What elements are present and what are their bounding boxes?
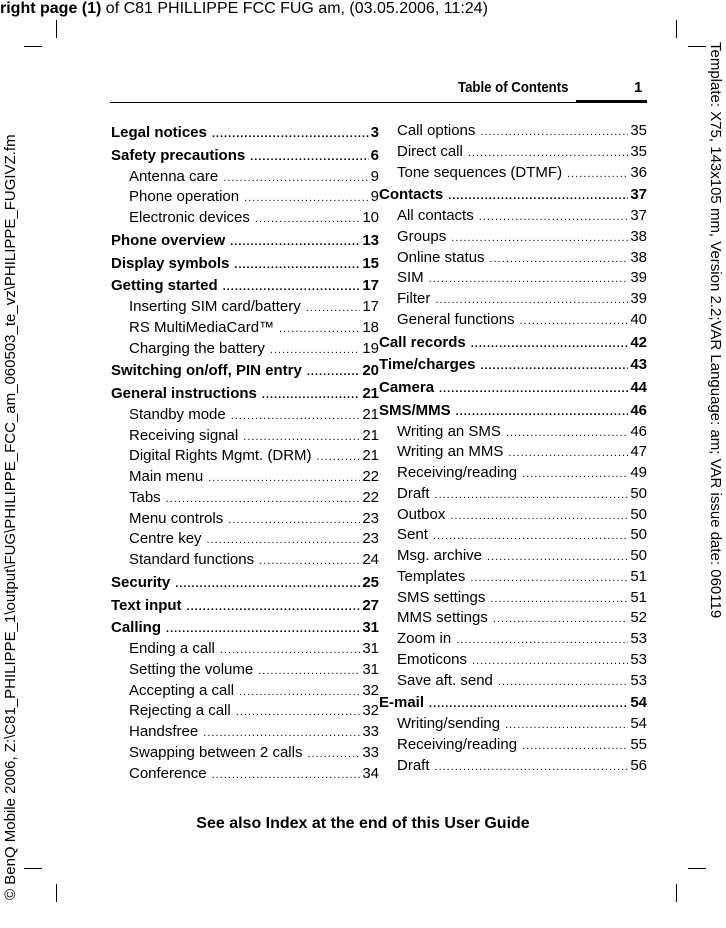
toc-entry-page: 21 [362, 426, 379, 444]
toc-section-entry [379, 484, 647, 505]
toc-entry-page: 46 [630, 422, 647, 440]
dot-leader [439, 379, 628, 400]
toc-section-entry [379, 714, 647, 735]
crop-mark [56, 20, 57, 38]
toc-entry-page: 34 [362, 764, 379, 782]
toc-entry-title: Antenna care [129, 167, 219, 185]
toc-entry-title: Time/charges [379, 356, 476, 374]
toc-section-entry [111, 681, 379, 702]
dot-leader [250, 147, 368, 168]
toc-entry-title: Receiving signal [129, 426, 239, 444]
toc-entry-title: Safety precautions [111, 146, 246, 164]
toc-section-entry [111, 339, 379, 360]
toc-entry-page: 36 [630, 163, 647, 181]
template-info: Template: X75, 143x105 mm, Version 2.2;VAR Language: am; VAR issue date: 060119 [707, 42, 724, 619]
dot-leader [471, 334, 629, 355]
toc-entry-title: Digital Rights Mgmt. (DRM) [129, 447, 312, 465]
toc-entry-page: 35 [630, 122, 647, 139]
toc-entry-page: 42 [630, 333, 647, 351]
toc-entry-page: 50 [630, 484, 647, 502]
toc-section-entry [111, 509, 379, 530]
dot-leader [490, 249, 629, 270]
dot-leader [220, 640, 360, 661]
header-rule [110, 102, 647, 103]
page-number: 1 [634, 79, 643, 96]
dot-leader [429, 694, 628, 715]
toc-entry-page: 33 [362, 743, 379, 761]
toc-entry-page: 47 [630, 443, 647, 461]
toc-entry-title: General instructions [111, 385, 257, 402]
dot-leader [236, 702, 361, 723]
toc-entry-page: 18 [362, 318, 379, 336]
dot-leader [244, 188, 369, 209]
toc-section-entry [379, 567, 647, 588]
toc-entry-page: 22 [362, 488, 379, 506]
toc-chapter-entry [111, 596, 379, 617]
dot-leader [208, 468, 360, 489]
toc-entry-page: 54 [630, 694, 647, 712]
dot-leader [429, 269, 629, 290]
toc-entry-page: 43 [630, 356, 647, 374]
toc-section-entry [379, 142, 647, 163]
toc-entry-title: Outbox [397, 505, 446, 523]
toc-entry-page: 9 [370, 188, 379, 206]
toc-section-entry [111, 764, 379, 785]
toc-section-entry [379, 121, 647, 142]
dot-leader [468, 143, 628, 164]
dot-leader [451, 228, 628, 249]
toc-entry-title: Menu controls [129, 509, 224, 527]
toc-entry-page: 6 [370, 146, 379, 164]
toc-section-entry [111, 208, 379, 229]
dot-leader [262, 385, 360, 406]
toc-section-entry [111, 167, 379, 188]
toc-entry-page: 25 [362, 573, 379, 591]
toc-section-entry [379, 756, 647, 777]
toc-section-entry [379, 163, 647, 184]
toc-entry-title: Charging the battery [129, 339, 265, 357]
toc-entry-page: 32 [362, 702, 379, 720]
toc-section-entry [111, 743, 379, 764]
toc-entry-page: 53 [630, 650, 647, 668]
print-job-page-label: right page (1) [0, 0, 102, 17]
toc-section-entry [111, 467, 379, 488]
toc-entry-title: E-mail [379, 694, 425, 712]
dot-leader [472, 651, 628, 672]
toc-section-entry [111, 701, 379, 722]
toc-entry-title: Msg. archive [397, 547, 483, 564]
dot-leader [175, 574, 360, 595]
toc-entry-page: 21 [362, 405, 379, 423]
print-job-details: of C81 PHILLIPPE FCC FUG am, (03.05.2006, 11:24) [101, 0, 488, 17]
toc-entry-title: Inserting SIM card/battery [129, 298, 301, 315]
toc-entry-page: 17 [362, 298, 379, 315]
toc-section-entry [379, 310, 647, 331]
toc-chapter-entry [379, 333, 647, 354]
toc-entry-page: 53 [630, 630, 647, 647]
toc-entry-page: 51 [630, 588, 647, 606]
toc-entry-page: 53 [630, 671, 647, 689]
dot-leader [480, 356, 628, 377]
toc-entry-page: 3 [370, 124, 379, 141]
toc-entry-page: 31 [362, 619, 379, 637]
toc-entry-page: 31 [362, 660, 379, 678]
dot-leader [166, 619, 360, 640]
toc-entry-title: Direct call [397, 142, 463, 160]
toc-entry-page: 50 [630, 505, 647, 523]
toc-entry-title: SMS/MMS [379, 401, 451, 419]
dot-leader [187, 597, 361, 618]
dot-leader [520, 311, 629, 332]
index-note: See also Index at the end of this User Guide [196, 815, 530, 832]
toc-chapter-entry [379, 401, 647, 422]
toc-section-entry [111, 426, 379, 447]
toc-section-entry [111, 550, 379, 571]
toc-entry-title: Templates [397, 567, 466, 585]
toc-section-entry [111, 297, 379, 318]
dot-leader [522, 736, 628, 757]
toc-entry-title: General functions [397, 310, 515, 328]
toc-entry-title: Main menu [129, 468, 204, 485]
dot-leader [228, 510, 360, 531]
toc-entry-page: 21 [362, 447, 379, 465]
toc-entry-page: 31 [362, 640, 379, 657]
toc-entry-title: Swapping between 2 calls [129, 743, 303, 761]
crop-mark [56, 884, 57, 902]
dot-leader [498, 672, 628, 693]
dot-leader [212, 765, 361, 786]
toc-entry-page: 17 [362, 277, 379, 295]
toc-chapter-entry [111, 573, 379, 594]
toc-entry-page: 50 [630, 547, 647, 564]
toc-section-entry [379, 422, 647, 443]
copyright-file-path: © BenQ Mobile 2006, Z:\C81_PHILIPPE_1\output\FUG\PHILIPPE_FCC_am_060503_te_vz\PHILIPPE_FUGIVZ.fm [2, 134, 19, 900]
toc-entry-page: 46 [630, 401, 647, 419]
toc-entry-title: Centre key [129, 530, 202, 548]
dot-leader [212, 124, 369, 145]
toc-section-entry [379, 671, 647, 692]
toc-entry-title: Sent [397, 526, 428, 544]
toc-entry-title: RS MultiMediaCard™ [129, 318, 275, 336]
toc-entry-title: MMS settings [397, 609, 488, 627]
dot-leader [166, 489, 361, 510]
toc-chapter-entry [379, 355, 647, 376]
toc-entry-page: 50 [630, 526, 647, 544]
toc-entry-page: 39 [630, 290, 647, 307]
toc-entry-page: 35 [630, 142, 647, 160]
toc-entry-title: Camera [379, 379, 435, 396]
toc-column-right [379, 121, 647, 776]
toc-entry-title: SIM [397, 269, 424, 287]
toc-entry-title: Draft [397, 756, 430, 774]
toc-chapter-entry [111, 123, 379, 144]
toc-section-entry [111, 488, 379, 509]
dot-leader [522, 464, 628, 485]
crop-mark [688, 46, 706, 47]
toc-entry-page: 52 [630, 609, 647, 627]
dot-leader [270, 340, 360, 361]
toc-entry-page: 20 [362, 362, 379, 380]
toc-section-entry [379, 248, 647, 269]
toc-section-entry [379, 442, 647, 463]
dot-leader [203, 723, 360, 744]
toc-entry-title: Switching on/off, PIN entry [111, 362, 302, 380]
crop-mark [676, 884, 677, 902]
toc-entry-page: 9 [370, 167, 379, 185]
toc-entry-title: Groups [397, 227, 447, 245]
toc-chapter-entry [111, 146, 379, 167]
toc-entry-title: Standby mode [129, 405, 226, 423]
toc-entry-page: 24 [362, 551, 379, 568]
toc-section-entry [379, 268, 647, 289]
dot-leader [506, 423, 628, 444]
dot-leader [307, 362, 360, 383]
toc-entry-title: Contacts [379, 186, 444, 204]
dot-leader [234, 255, 360, 276]
toc-section-entry [379, 735, 647, 756]
toc-section-entry [111, 446, 379, 467]
toc-section-entry [111, 639, 379, 660]
toc-entry-page: 22 [362, 468, 379, 485]
toc-entry-title: Display symbols [111, 254, 230, 272]
toc-entry-page: 23 [362, 530, 379, 548]
dot-leader [433, 526, 628, 547]
dot-leader [456, 402, 629, 423]
toc-entry-title: Security [111, 573, 171, 591]
dot-leader [255, 209, 360, 230]
dot-leader [207, 530, 361, 551]
header-rule-accent [576, 100, 647, 103]
toc-section-entry [379, 227, 647, 248]
toc-entry-title: Zoom in [397, 630, 452, 647]
toc-section-entry [379, 650, 647, 671]
toc-entry-title: Writing an MMS [397, 443, 504, 461]
toc-entry-title: Writing an SMS [397, 422, 501, 440]
toc-chapter-entry [111, 361, 379, 382]
toc-entry-page: 21 [362, 385, 379, 402]
toc-entry-page: 38 [630, 248, 647, 266]
toc-entry-page: 49 [630, 464, 647, 481]
toc-entry-page: 15 [362, 254, 379, 272]
dot-leader [456, 630, 628, 651]
dot-leader [258, 661, 360, 682]
dot-leader [567, 164, 628, 185]
dot-leader [435, 485, 629, 506]
toc-entry-title: All contacts [397, 207, 474, 224]
toc-section-entry [379, 505, 647, 526]
toc-entry-page: 37 [630, 186, 647, 204]
toc-entry-page: 56 [630, 756, 647, 774]
toc-entry-page: 54 [630, 715, 647, 732]
dot-leader [223, 168, 368, 189]
toc-entry-title: Phone operation [129, 188, 240, 206]
toc-section-entry [111, 722, 379, 743]
toc-entry-title: Setting the volume [129, 660, 254, 678]
toc-section-entry [379, 206, 647, 227]
toc-chapter-entry [111, 231, 379, 252]
dot-leader [435, 757, 629, 778]
toc-entry-page: 33 [362, 723, 379, 740]
toc-section-entry [379, 525, 647, 546]
toc-entry-title: Ending a call [129, 640, 215, 657]
toc-entry-title: Draft [397, 484, 430, 502]
crop-mark [24, 868, 42, 869]
crop-mark [676, 20, 677, 38]
toc-section-entry [111, 318, 379, 339]
toc-entry-title: SMS settings [397, 588, 486, 606]
toc-chapter-entry [111, 384, 379, 405]
dot-leader [317, 447, 361, 468]
dot-leader [230, 232, 360, 253]
dot-leader [505, 715, 628, 736]
toc-entry-title: Receiving/reading [397, 735, 518, 753]
dot-leader [223, 277, 361, 298]
toc-section-entry [379, 629, 647, 650]
dot-leader [435, 290, 628, 311]
toc-entry-title: Call records [379, 333, 466, 351]
toc-entry-page: 37 [630, 207, 647, 224]
toc-entry-title: Getting started [111, 277, 218, 295]
toc-entry-page: 10 [362, 209, 379, 226]
dot-leader [448, 186, 628, 207]
toc-entry-title: Accepting a call [129, 681, 235, 699]
toc-section-entry [379, 608, 647, 629]
toc-column-left [111, 121, 379, 784]
toc-section-entry [111, 187, 379, 208]
toc-entry-title: Emoticons [397, 650, 468, 668]
crop-mark [688, 868, 706, 869]
toc-entry-title: Handsfree [129, 723, 199, 740]
toc-entry-title: Legal notices [111, 124, 207, 141]
toc-section-entry [379, 289, 647, 310]
toc-entry-title: Rejecting a call [129, 702, 231, 720]
toc-entry-title: Calling [111, 619, 162, 637]
toc-entry-page: 32 [362, 681, 379, 699]
toc-entry-title: Tabs [129, 488, 161, 506]
toc-entry-title: Call options [397, 122, 476, 139]
toc-entry-page: 40 [630, 310, 647, 328]
toc-section-entry [111, 660, 379, 681]
toc-entry-title: Phone overview [111, 231, 226, 249]
dot-leader [239, 682, 360, 703]
toc-chapter-entry [379, 693, 647, 714]
dot-leader [487, 547, 628, 568]
toc-entry-page: 23 [362, 509, 379, 527]
dot-leader [306, 298, 361, 319]
dot-leader [490, 589, 628, 610]
toc-chapter-entry [111, 276, 379, 297]
toc-entry-page: 51 [630, 567, 647, 585]
dot-leader [450, 506, 628, 527]
dot-leader [470, 568, 628, 589]
toc-entry-title: Electronic devices [129, 209, 250, 226]
toc-entry-title: Tone sequences (DTMF) [397, 163, 563, 181]
dot-leader [231, 406, 361, 427]
toc-section-entry [379, 588, 647, 609]
toc-section-entry [379, 546, 647, 567]
toc-section-entry [379, 463, 647, 484]
toc-chapter-entry [379, 378, 647, 399]
page-title: Table of Contents [458, 79, 569, 96]
dot-leader [259, 551, 360, 572]
toc-entry-page: 27 [362, 596, 379, 614]
toc-entry-title: Filter [397, 290, 431, 307]
toc-entry-page: 55 [630, 735, 647, 753]
toc-chapter-entry [379, 185, 647, 206]
crop-mark [24, 46, 42, 47]
toc-entry-title: Save aft. send [397, 671, 493, 689]
toc-entry-title: Online status [397, 248, 485, 266]
toc-section-entry [111, 529, 379, 550]
dot-leader [493, 609, 628, 630]
toc-entry-page: 39 [630, 269, 647, 287]
toc-entry-page: 19 [362, 339, 379, 357]
toc-chapter-entry [111, 254, 379, 275]
toc-entry-title: Standard functions [129, 551, 255, 568]
dot-leader [480, 122, 628, 143]
toc-chapter-entry [111, 618, 379, 639]
toc-entry-title: Writing/sending [397, 715, 501, 732]
toc-entry-page: 38 [630, 227, 647, 245]
toc-entry-title: Conference [129, 764, 207, 782]
toc-entry-page: 13 [362, 231, 379, 249]
dot-leader [279, 319, 360, 340]
dot-leader [479, 207, 629, 228]
toc-entry-title: Receiving/reading [397, 464, 518, 481]
toc-entry-page: 44 [630, 379, 647, 396]
dot-leader [243, 427, 360, 448]
toc-section-entry [111, 405, 379, 426]
print-job-line [0, 0, 488, 18]
toc-entry-title: Text input [111, 596, 182, 614]
dot-leader [508, 443, 628, 464]
dot-leader [307, 744, 360, 765]
